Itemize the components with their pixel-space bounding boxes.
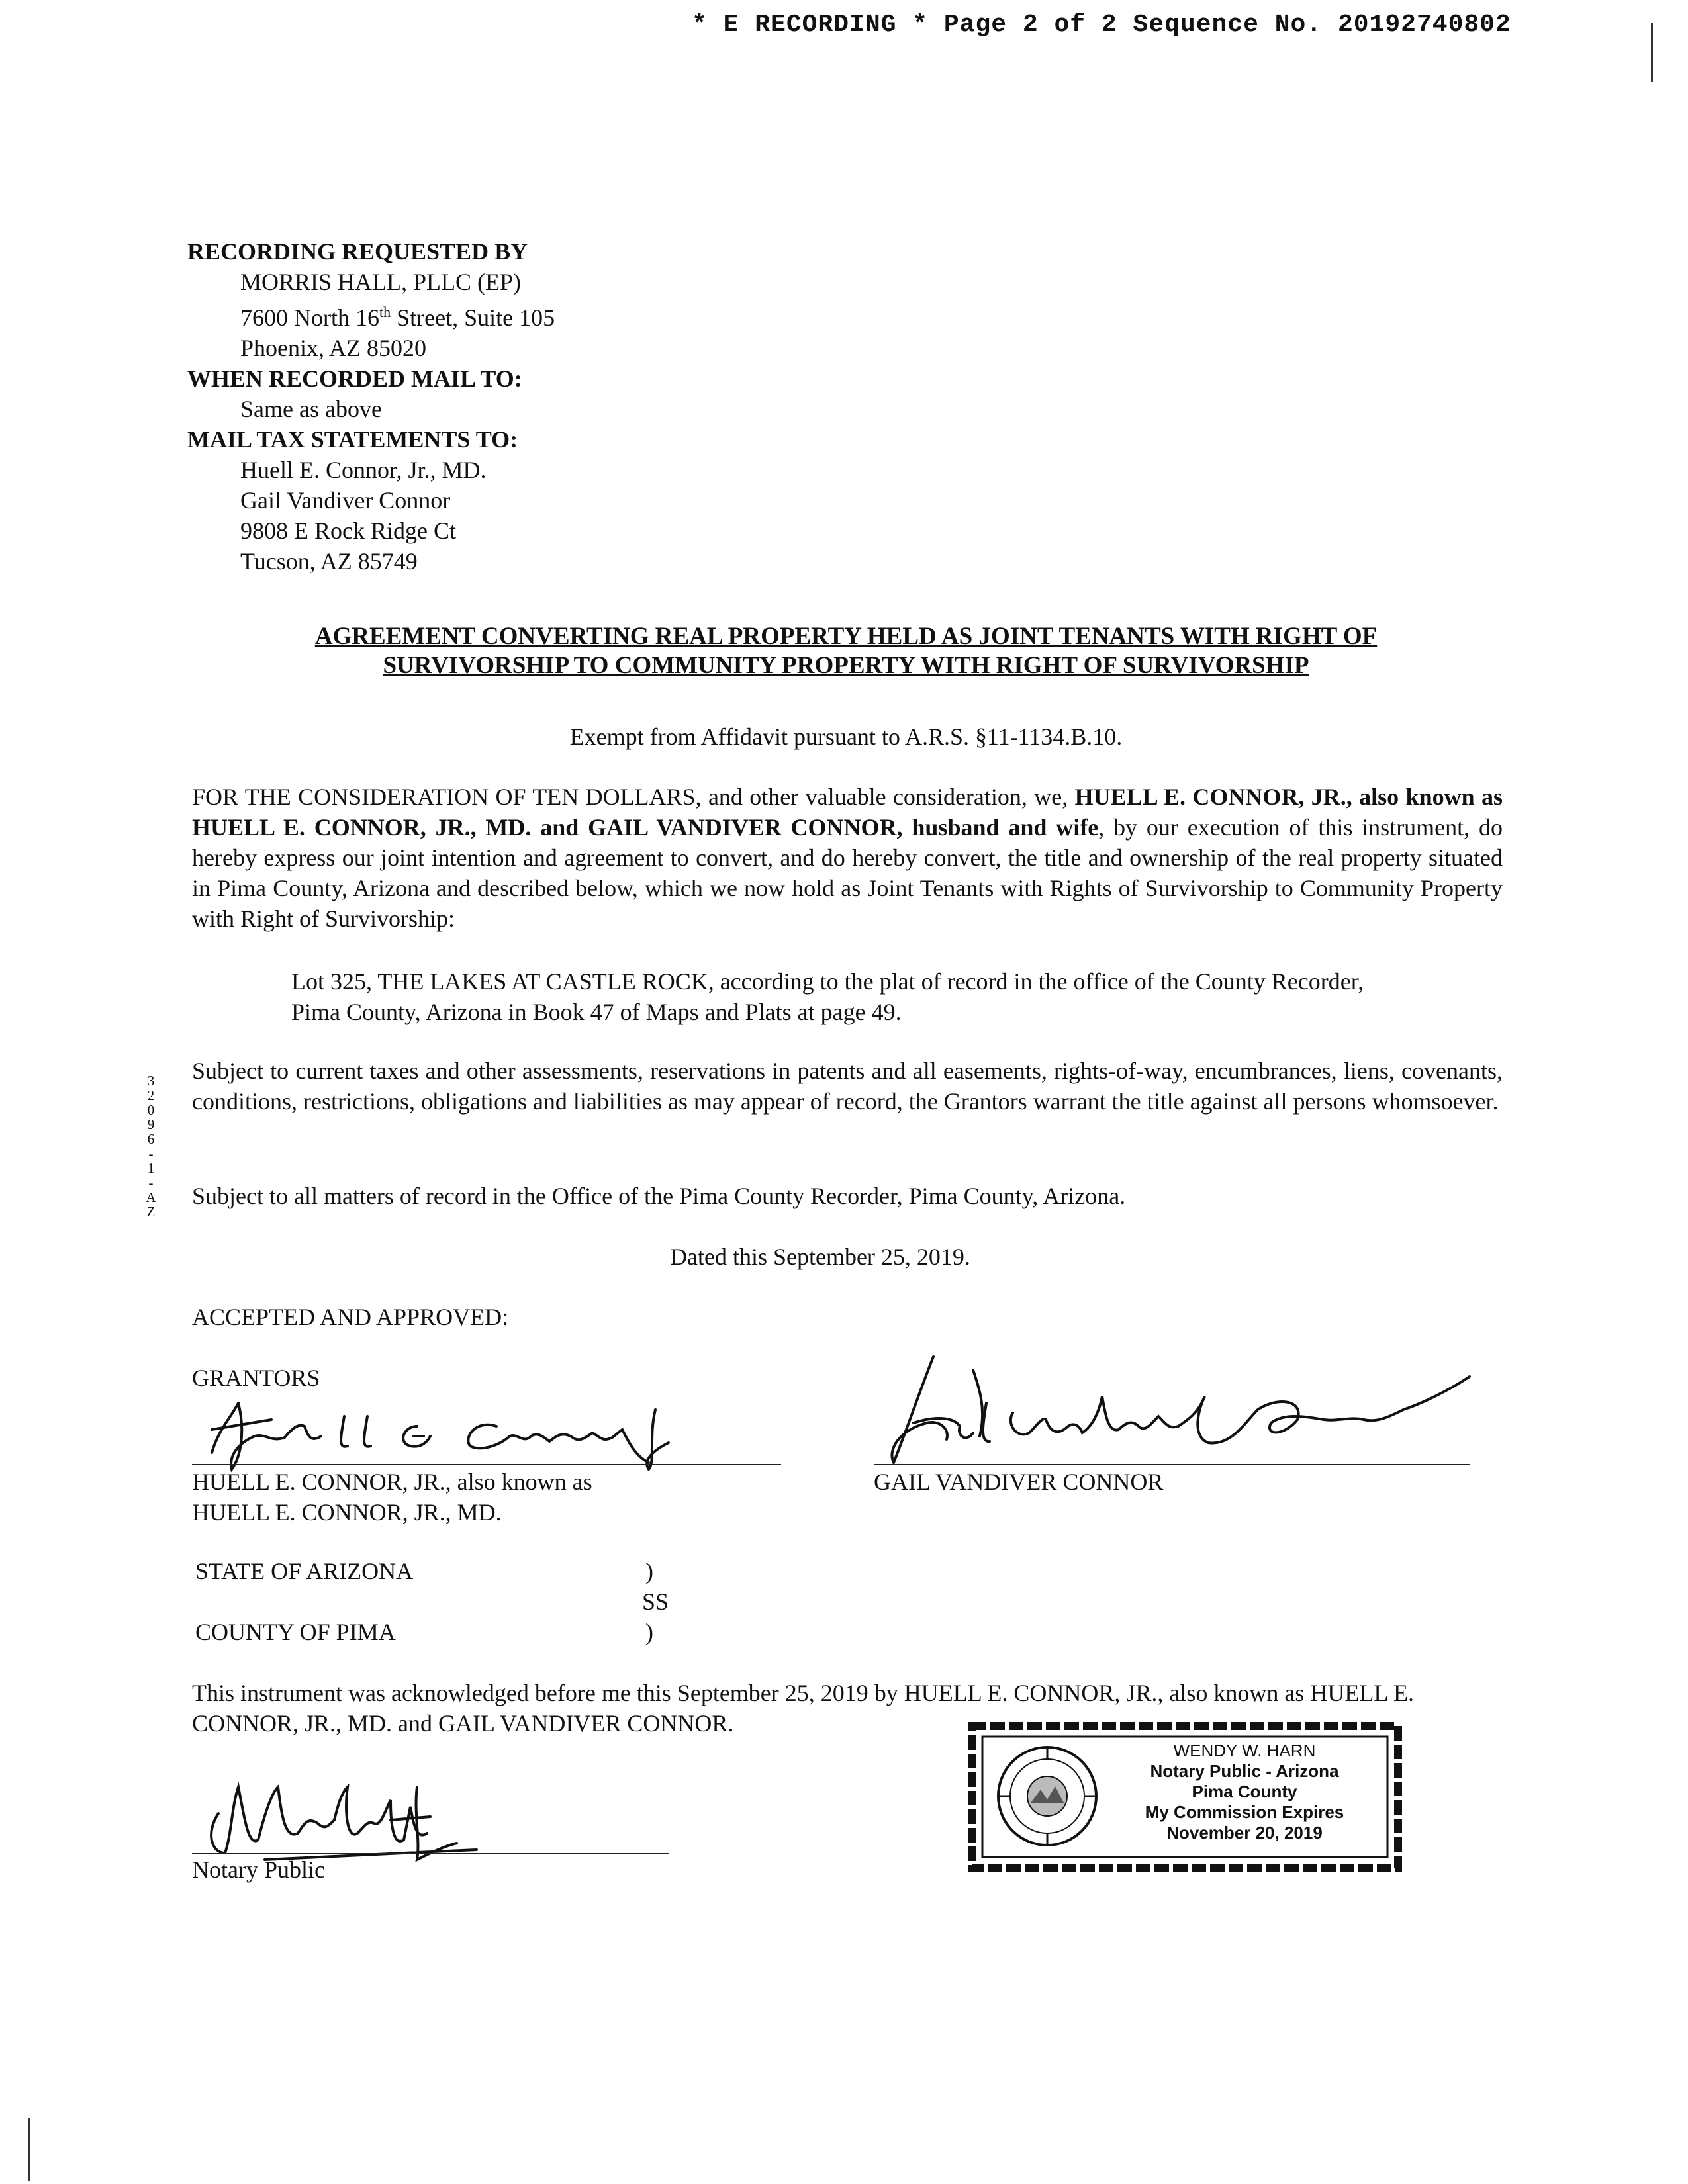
accepted-approved: ACCEPTED AND APPROVED: [192, 1304, 509, 1330]
requested-by-label: RECORDING REQUESTED BY [187, 238, 528, 265]
grantor-1-signature-line [192, 1464, 781, 1465]
requested-by-city: Phoenix, AZ 85020 [240, 335, 427, 361]
notary-stamp [966, 1721, 1403, 1873]
tax-label: MAIL TAX STATEMENTS TO: [187, 426, 518, 453]
margin-code-char: 2 [147, 1087, 155, 1103]
margin-code-char: 3 [147, 1073, 155, 1089]
margin-code-char: A [146, 1189, 156, 1205]
tax-line-1: Huell E. Connor, Jr., MD. [240, 457, 487, 483]
subject-to-paragraph: Subject to current taxes and other assessments, reservations in patents and all easements, rights-of-way, encumbrances, liens, covenants, conditions, restrictions, obligations and liabilities as may appear of record, the Grantors warrant the title against all persons whomsoever. [192, 1058, 1503, 1115]
venue-paren-close: ) [645, 1619, 653, 1645]
notary-name: WENDY W. HARN [1173, 1741, 1316, 1760]
venue-paren-open: ) [645, 1558, 653, 1584]
margin-code-char: 9 [147, 1116, 155, 1132]
margin-code-char: - [148, 1175, 154, 1191]
margin-code-char: 0 [147, 1102, 155, 1118]
dated-line: Dated this September 25, 2019. [670, 1244, 970, 1270]
mail-to-value: Same as above [240, 396, 382, 422]
grantor-1-signature [192, 1390, 735, 1476]
venue-state: STATE OF ARIZONA [195, 1558, 414, 1584]
notary-title: Notary Public - Arizona [1150, 1761, 1339, 1781]
requested-by-name: MORRIS HALL, PLLC (EP) [240, 269, 522, 295]
notary-public-label: Notary Public [192, 1856, 325, 1883]
notary-stamp-text [1099, 1741, 1390, 1843]
recording-block [187, 236, 555, 576]
margin-document-code [144, 1073, 158, 1219]
consideration-paragraph: FOR THE CONSIDERATION OF TEN DOLLARS, and other valuable consideration, we, HUELL E. CONNOR, JR., also known as HUELL E. CONNOR, JR., MD. and GAIL VANDIVER CONNOR, husband and wife, by our execution of this instrument, do hereby express our joint intention and agreement to convert, and do hereby convert, the title and ownership of the real property situated in Pima County, Arizona and described below, which we now hold as Joint Tenants with Rights of Survivorship to Community Property with Right of Survivorship: [192, 784, 1503, 932]
arizona-state-seal [994, 1743, 1100, 1849]
acknowledgment-paragraph: This instrument was acknowledged before me this September 25, 2019 by HUELL E. CONNOR, JR., also known as HUELL E. CONNOR, JR., MD. and GAIL VANDIVER CONNOR. [192, 1680, 1415, 1737]
document-title [187, 622, 1505, 680]
title-line-2: SURVIVORSHIP TO COMMUNITY PROPERTY WITH RIGHT OF SURVIVORSHIP [383, 652, 1309, 679]
subject-to-records: Subject to all matters of record in the Office of the Pima County Recorder, Pima County, Arizona. [192, 1183, 1126, 1209]
notary-expires: November 20, 2019 [1166, 1823, 1323, 1843]
mail-to-label: WHEN RECORDED MAIL TO: [187, 365, 522, 392]
legal-description: Lot 325, THE LAKES AT CASTLE ROCK, according to the plat of record in the office of the County Recorder, Pima County, Arizona in Book 47 of Maps and Plats at page 49. [291, 968, 1364, 1025]
grantor-2-name: GAIL VANDIVER CONNOR [874, 1469, 1164, 1495]
venue-county: COUNTY OF PIMA [195, 1619, 396, 1645]
scan-edge-mark-bottom [28, 2118, 30, 2181]
grantors-label: GRANTORS [192, 1365, 320, 1391]
grantor-2-signature-line [874, 1464, 1470, 1465]
tax-line-2: Gail Vandiver Connor [240, 487, 451, 514]
venue-ss: SS [642, 1588, 669, 1615]
margin-code-char: 1 [147, 1160, 155, 1176]
grantor-2-signature [874, 1350, 1496, 1469]
margin-code-char: - [148, 1146, 154, 1161]
notary-county: Pima County [1192, 1782, 1297, 1801]
tax-line-3: 9808 E Rock Ridge Ct [240, 518, 456, 544]
tax-line-4: Tucson, AZ 85749 [240, 548, 418, 574]
grantor-1-name-line-1: HUELL E. CONNOR, JR., also known as [192, 1469, 592, 1495]
requested-by-street: 7600 North 16th Street, Suite 105 [240, 304, 555, 331]
notary-commission: My Commission Expires [1145, 1802, 1344, 1822]
margin-code-char: 6 [147, 1131, 155, 1147]
exempt-line: Exempt from Affidavit pursuant to A.R.S. §11-1134.B.10. [569, 723, 1123, 750]
recording-header: * E RECORDING * Page 2 of 2 Sequence No. 20192740802 [692, 11, 1511, 39]
title-line-1: AGREEMENT CONVERTING REAL PROPERTY HELD AS JOINT TENANTS WITH RIGHT OF [314, 623, 1378, 650]
grantor-1-name-line-2: HUELL E. CONNOR, JR., MD. [192, 1499, 502, 1525]
scan-edge-mark [1651, 23, 1653, 82]
margin-code-char: Z [146, 1204, 156, 1220]
